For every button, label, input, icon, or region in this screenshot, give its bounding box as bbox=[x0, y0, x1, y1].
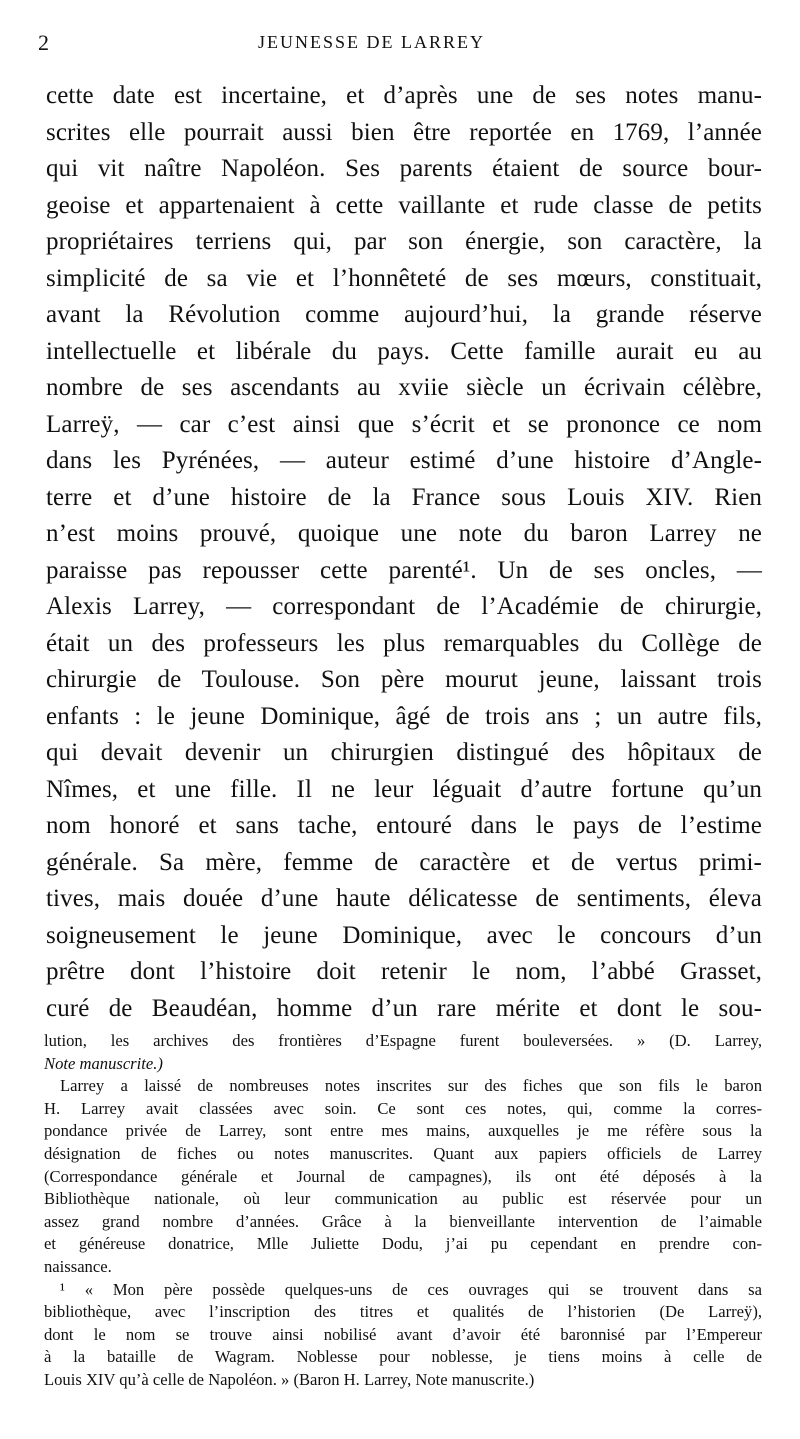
body-line: cette date est incertaine, et d’après une de ses notes manu- bbox=[46, 82, 762, 109]
page-header bbox=[38, 28, 762, 62]
footnote-line: pondance privée de Larrey, sont entre mes mains, auxquelles je me réfère sous la bbox=[44, 1121, 762, 1141]
body-line: propriétaires terriens qui, par son énergie, son caractère, la bbox=[46, 228, 762, 255]
body-line: générale. Sa mère, femme de caractère et de vertus primi- bbox=[46, 848, 762, 876]
body-line: soigneusement le jeune Dominique, avec le concours d’un bbox=[46, 921, 762, 949]
footnote-line: Larrey a laissé de nombreuses notes inscrites sur des fiches que son fils le baron bbox=[60, 1076, 762, 1096]
body-line: qui vit naître Napoléon. Ses parents étaient de source bour- bbox=[46, 155, 762, 182]
body-line: nombre de ses ascendants au xviie siècle un écrivain célèbre, bbox=[46, 374, 762, 401]
body-line: prêtre dont l’histoire doit retenir le nom, l’abbé Grasset, bbox=[46, 958, 762, 985]
body-line: terre et d’une histoire de la France sous Louis XIV. Rien bbox=[46, 483, 762, 511]
footnote-line: dont le nom se trouve ainsi nobilisé avant d’avoir été baronnisé par l’Empereur bbox=[44, 1324, 762, 1344]
page-number: 2 bbox=[38, 30, 49, 55]
body-line: scrites elle pourrait aussi bien être reportée en 1769, l’année bbox=[46, 118, 762, 146]
footnote-line: H. Larrey avait classées avec soin. Ce sont ces notes, qui, comme la corres- bbox=[44, 1098, 762, 1118]
footnote-line: ¹ « Mon père possède quelques-uns de ces ouvrages qui se trouvent dans sa bbox=[60, 1279, 762, 1299]
body-line: nom honoré et sans tache, entouré dans le pays de l’estime bbox=[46, 812, 762, 839]
footnote-line: bibliothèque, avec l’inscription des titres et qualités de l’historien (De Larreÿ), bbox=[44, 1302, 762, 1322]
footnote-line: assez grand nombre d’années. Grâce à la bienveillante intervention de l’aimable bbox=[44, 1211, 762, 1231]
body-line: n’est moins prouvé, quoique une note du baron Larrey ne bbox=[46, 520, 762, 547]
body-line: Nîmes, et une fille. Il ne leur léguait d’autre fortune qu’un bbox=[46, 775, 762, 803]
body-line: Alexis Larrey, — correspondant de l’Académie de chirurgie, bbox=[46, 593, 762, 620]
footnotes bbox=[44, 1030, 762, 1392]
body-line: qui devait devenir un chirurgien distingué des hôpitaux de bbox=[46, 739, 762, 766]
body-line: paraisse pas repousser cette parenté¹. Un de ses oncles, — bbox=[46, 556, 762, 584]
body-text bbox=[46, 78, 762, 1027]
footnote-line: désignation de fiches ou notes manuscrites. Quant aux papiers officiels de Larrey bbox=[44, 1143, 762, 1163]
body-line: geoise et appartenaient à cette vaillante et rude classe de petits bbox=[46, 191, 762, 219]
footnote-line: naissance. bbox=[44, 1256, 112, 1276]
body-line: tives, mais douée d’une haute délicatesse de sentiments, éleva bbox=[46, 885, 762, 912]
body-line: avant la Révolution comme aujourd’hui, la grande réserve bbox=[46, 301, 762, 328]
footnote-line: Note manuscrite.) bbox=[44, 1053, 163, 1073]
body-line: curé de Beaudéan, homme d’un rare mérite et dont le sou- bbox=[46, 994, 762, 1022]
footnote-line: (Correspondance générale et Journal de campagnes), ils ont été déposés à la bbox=[44, 1166, 762, 1186]
body-line: Larreÿ, — car c’est ainsi que s’écrit et se prononce ce nom bbox=[46, 410, 762, 438]
body-line: simplicité de sa vie et l’honnêteté de ses mœurs, constituait, bbox=[46, 264, 762, 292]
footnote-line: Bibliothèque nationale, où leur communication au public est réservée pour un bbox=[44, 1189, 762, 1209]
footnote-line: et généreuse donatrice, Mlle Juliette Dodu, j’ai pu cependant en prendre con- bbox=[44, 1234, 762, 1254]
body-line: dans les Pyrénées, — auteur estimé d’une histoire d’Angle- bbox=[46, 447, 762, 474]
running-title: JEUNESSE DE LARREY bbox=[258, 32, 486, 52]
footnote-line: lution, les archives des frontières d’Espagne furent bouleversées. » (D. Larrey, bbox=[44, 1031, 762, 1050]
footnote-line: Louis XIV qu’à celle de Napoléon. » (Baron H. Larrey, Note manuscrite.) bbox=[44, 1369, 535, 1389]
body-line: intellectuelle et libérale du pays. Cette famille aurait eu au bbox=[46, 337, 762, 365]
footnote-line: à la bataille de Wagram. Noblesse pour noblesse, je tiens moins à celle de bbox=[44, 1347, 762, 1367]
body-line: chirurgie de Toulouse. Son père mourut jeune, laissant trois bbox=[46, 666, 762, 693]
body-line: enfants : le jeune Dominique, âgé de trois ans ; un autre fils, bbox=[46, 702, 762, 730]
body-line: était un des professeurs les plus remarquables du Collège de bbox=[46, 629, 762, 657]
